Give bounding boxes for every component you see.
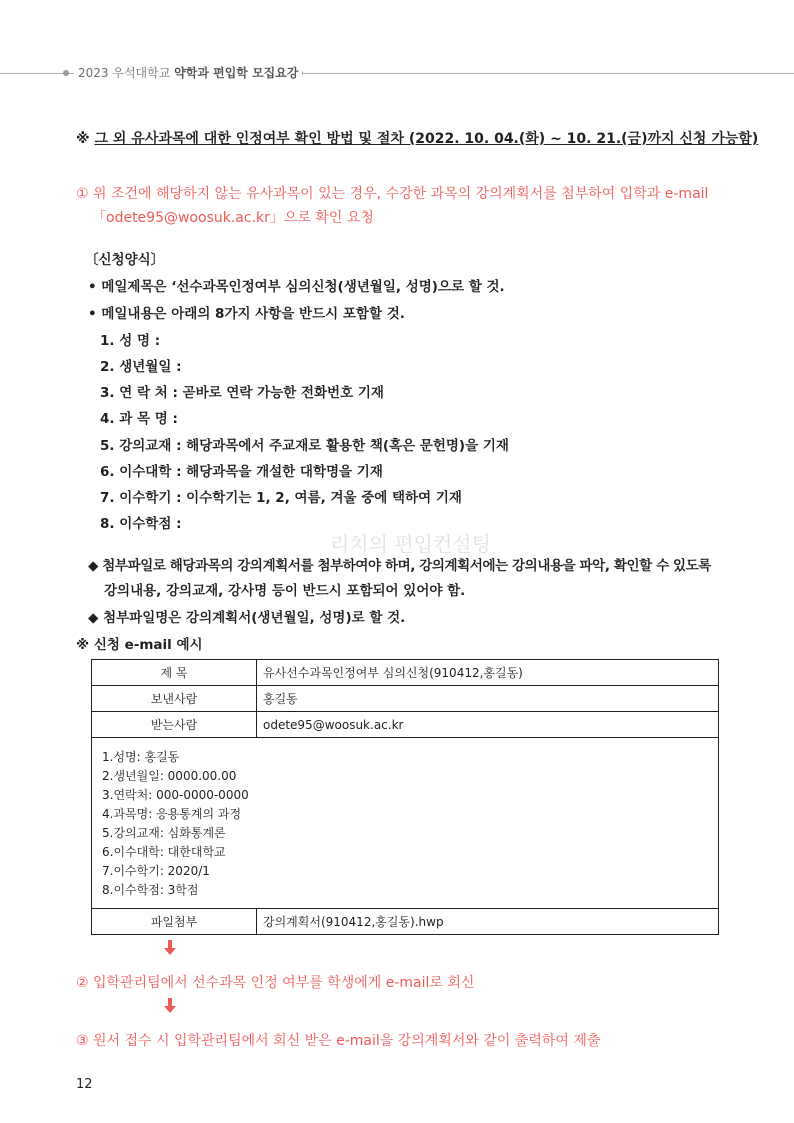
- subject-label: 제 목: [92, 660, 257, 686]
- form-item: 8. 이수학점 :: [100, 516, 182, 532]
- table-row: [92, 909, 719, 935]
- form-item: 2. 생년월일 :: [100, 359, 182, 375]
- form-item: 1. 성 명 :: [100, 333, 161, 349]
- attachment-note-line2: 강의내용, 강의교재, 강사명 등이 반드시 포함되어 있어야 함.: [104, 583, 466, 599]
- subject-value: 유사선수과목인정여부 심의신청(910412,홍길동): [257, 660, 719, 686]
- page-number: 12: [76, 1077, 93, 1092]
- attachment-value: 강의계획서(910412,홍길동).hwp: [257, 909, 719, 935]
- form-item: 7. 이수학기 : 이수학기는 1, 2, 여름, 겨울 중에 택하여 기재: [100, 490, 462, 506]
- step1-line2: 「odete95@woosuk.ac.kr」으로 확인 요청: [92, 210, 374, 226]
- form-item: 5. 강의교재 : 해당과목에서 주교재로 활용한 책(혹은 문헌명)을 기재: [100, 438, 509, 454]
- header-dot-left: [63, 70, 69, 76]
- step1-line1: ① 위 조건에 해당하지 않는 유사과목이 있는 경우, 수강한 과목의 강의계획서를 첨부하여 입학과 e-mail: [76, 186, 709, 202]
- attachment-label: 파일첨부: [92, 909, 257, 935]
- sender-value: 홍길동: [257, 686, 719, 712]
- step2: ② 입학관리팀에서 선수과목 인정 여부를 학생에게 e-mail로 회신: [76, 975, 475, 991]
- mail-body-line: 5.강의교재: 심화통계론: [102, 826, 226, 840]
- form-heading: 〔신청양식〕: [85, 252, 165, 268]
- procedure-note-title: [76, 128, 758, 148]
- form-item: 6. 이수대학 : 해당과목을 개설한 대학명을 기재: [100, 464, 383, 480]
- attachment-name-note: ◆ 첨부파일명은 강의계획서(생년월일, 성명)로 할 것.: [88, 610, 406, 626]
- watermark: 리치의 편입컨설팅: [330, 532, 491, 556]
- table-row: [92, 738, 719, 909]
- mail-body-line: 6.이수대학: 대한대학교: [102, 845, 226, 859]
- form-bullet-1: • 메일제목은 ‘선수과목인정여부 심의신청(생년월일, 성명)으로 할 것.: [88, 279, 505, 295]
- header-prefix: 2023 우석대학교: [78, 66, 171, 80]
- mail-body-line: 8.이수학점: 3학점: [102, 883, 199, 897]
- down-arrow-icon: [163, 998, 177, 1018]
- step3: ③ 원서 접수 시 입학관리팀에서 회신 받은 e-mail을 강의계획서와 같이 출력하여 제출: [76, 1033, 601, 1049]
- running-header: [74, 64, 302, 81]
- sender-label: 보낸사람: [92, 686, 257, 712]
- table-row: [92, 660, 719, 686]
- table-row: [92, 686, 719, 712]
- note-mark: ※: [76, 131, 90, 147]
- down-arrow-icon: [163, 940, 177, 960]
- receiver-value: odete95@woosuk.ac.kr: [257, 712, 719, 738]
- mail-body-line: 2.생년월일: 0000.00.00: [102, 769, 237, 783]
- header-title: 약학과 편입학 모집요강: [174, 66, 299, 80]
- note-text: 그 외 유사과목에 대한 인정여부 확인 방법 및 절차 (2022. 10. 04.(화) ~ 10. 21.(금)까지 신청 가능함): [94, 131, 759, 147]
- mail-body-line: 4.과목명: 응용통계의 과정: [102, 807, 242, 821]
- receiver-label: 받는사람: [92, 712, 257, 738]
- form-item: 4. 과 목 명 :: [100, 411, 178, 427]
- mail-body-line: 3.연락처: 000-0000-0000: [102, 788, 249, 802]
- attachment-note-line1: ◆ 첨부파일로 해당과목의 강의계획서를 첨부하여야 하며, 강의계획서에는 강의내용을 파악, 확인할 수 있도록: [88, 558, 711, 574]
- mail-body: [92, 738, 719, 909]
- example-title: ※ 신청 e-mail 예시: [76, 637, 203, 653]
- mail-body-line: 1.성명: 홍길동: [102, 750, 180, 764]
- form-bullet-2: • 메일내용은 아래의 8가지 사항을 반드시 포함할 것.: [88, 306, 405, 322]
- mail-body-line: 7.이수학기: 2020/1: [102, 864, 210, 878]
- email-example-table: [91, 659, 719, 935]
- table-row: [92, 712, 719, 738]
- form-item: 3. 연 락 처 : 곧바로 연락 가능한 전화번호 기재: [100, 385, 384, 401]
